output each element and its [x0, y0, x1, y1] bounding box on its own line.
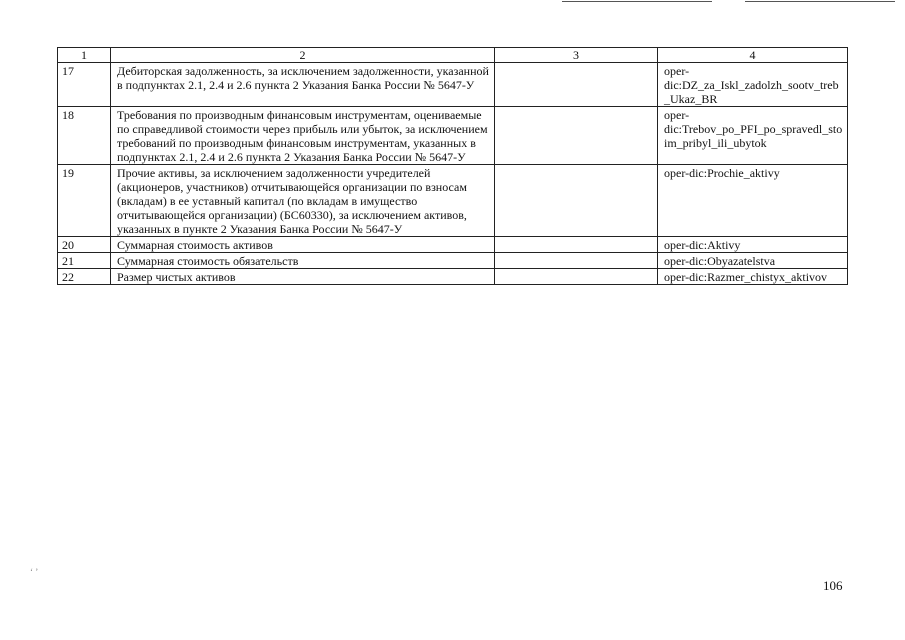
page-number: 106: [823, 578, 843, 593]
table-header-row: [58, 48, 848, 63]
row-value: [495, 269, 658, 285]
row-name: Требования по производным финансовым инструментам, оцениваемые по справедливой стоимости через прибыль или убыток, за исключением требований по производным финансовым инструментам, указанных в подпунктах 2.1, 2.4 и 2.6 пункта 2 Указания Банка России № 5647-У: [111, 107, 495, 165]
row-code: oper-dic:Razmer_chistyx_aktivov: [658, 269, 848, 285]
column-header-1: 1: [58, 48, 111, 63]
row-value: [495, 107, 658, 165]
row-value: [495, 237, 658, 253]
table-row: [58, 253, 848, 269]
row-value: [495, 63, 658, 107]
row-number: 19: [58, 165, 111, 237]
row-number: 21: [58, 253, 111, 269]
row-value: [495, 165, 658, 237]
row-number: 20: [58, 237, 111, 253]
row-code: oper-dic:Trebov_po_PFI_po_spravedl_stoim_pribyl_ili_ubytok: [658, 107, 848, 165]
column-header-3: 3: [495, 48, 658, 63]
table-row: [58, 165, 848, 237]
top-rule-right: [745, 1, 895, 2]
column-header-2: 2: [111, 48, 495, 63]
row-name: Суммарная стоимость обязательств: [111, 253, 495, 269]
table-row: [58, 63, 848, 107]
row-code: oper-dic:Obyazatelstva: [658, 253, 848, 269]
row-value: [495, 253, 658, 269]
row-number: 22: [58, 269, 111, 285]
row-name: Дебиторская задолженность, за исключением задолженности, указанной в подпунктах 2.1, 2.4 и 2.6 пункта 2 Указания Банка России № 5647-У: [111, 63, 495, 107]
row-name: Суммарная стоимость активов: [111, 237, 495, 253]
table-row: [58, 107, 848, 165]
row-code: oper-dic:Aktivy: [658, 237, 848, 253]
row-code: oper-dic:Prochie_aktivy: [658, 165, 848, 237]
column-header-4: 4: [658, 48, 848, 63]
scan-mark: ‘ ’: [30, 567, 39, 577]
top-rule-left: [562, 1, 712, 2]
row-name: Размер чистых активов: [111, 269, 495, 285]
row-number: 18: [58, 107, 111, 165]
data-table: [57, 47, 848, 285]
row-number: 17: [58, 63, 111, 107]
table-row: [58, 237, 848, 253]
table-row: [58, 269, 848, 285]
row-name: Прочие активы, за исключением задолженности учредителей (акционеров, участников) отчитывающейся организации по взносам (вкладам) в ее уставный капитал (по вкладам в имущество отчитывающейся организации) (БС60330), за исключением активов, указанных в пункте 2 Указания Банка России № 5647-У: [111, 165, 495, 237]
row-code: oper-dic:DZ_za_Iskl_zadolzh_sootv_treb_Ukaz_BR: [658, 63, 848, 107]
